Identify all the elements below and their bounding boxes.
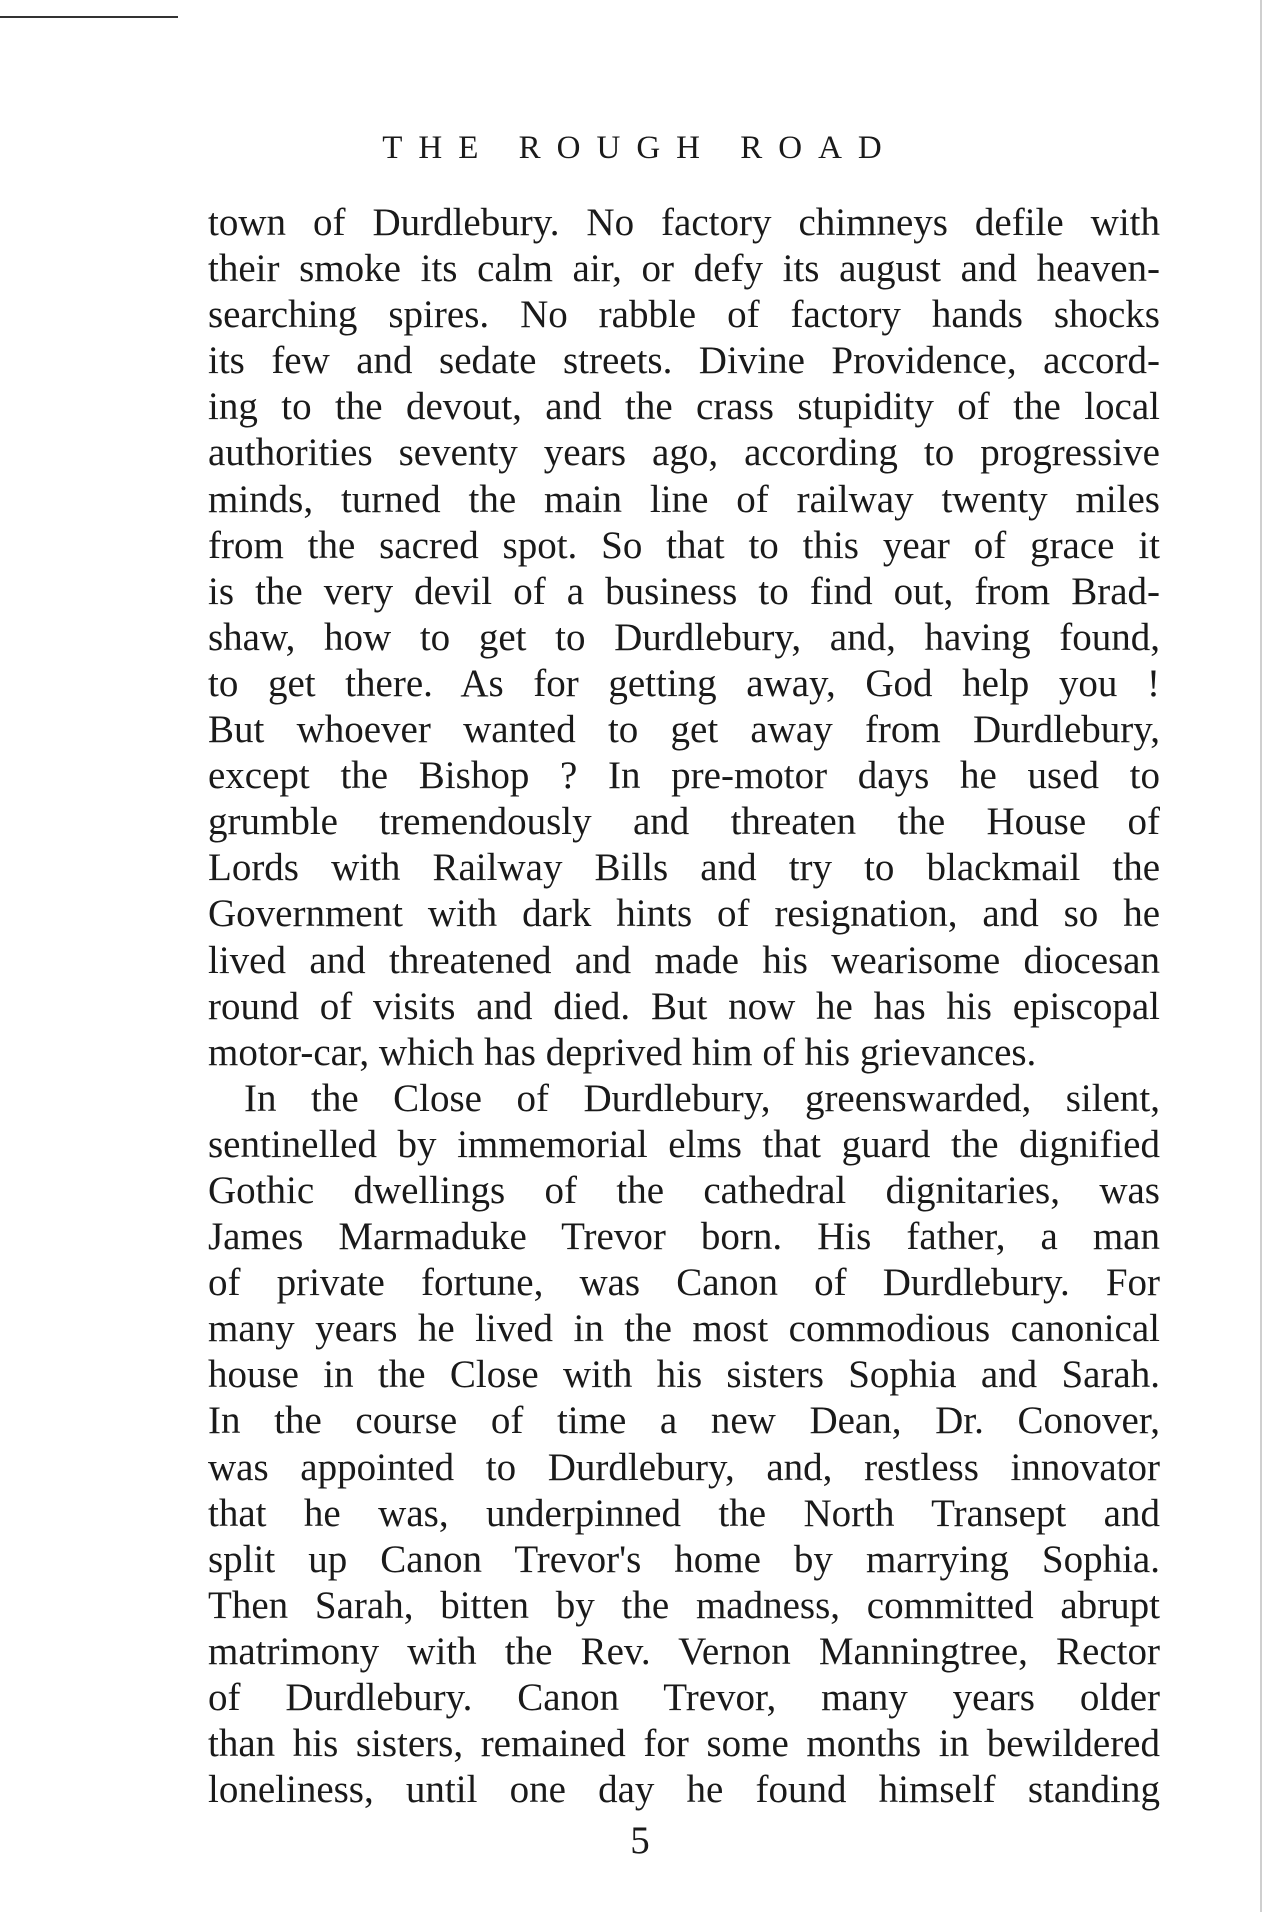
text-line: is the very devil of a business to find out, from Brad- <box>208 569 1160 613</box>
page-edge-line <box>1260 0 1262 1912</box>
text-line: except the Bishop ? In pre-motor days he used to <box>208 754 1160 798</box>
text-line: was appointed to Durdlebury, and, restless innovator <box>208 1445 1160 1489</box>
text-line: authorities seventy years ago, according to progressive <box>208 431 1160 475</box>
text-line: searching spires. No rabble of factory hands shocks <box>208 293 1160 337</box>
text-line: In the Close of Durdlebury, greenswarded, silent, <box>244 1076 1160 1120</box>
text-line: grumble tremendously and threaten the House of <box>208 800 1160 844</box>
text-line: that he was, underpinned the North Transept and <box>208 1491 1160 1535</box>
text-line: its few and sedate streets. Divine Providence, accord- <box>208 339 1160 383</box>
text-line: In the course of time a new Dean, Dr. Conover, <box>208 1399 1160 1443</box>
text-line: of Durdlebury. Canon Trevor, many years older <box>208 1676 1160 1719</box>
text-line: Government with dark hints of resignation, and so he <box>208 892 1160 936</box>
text-line: shaw, how to get to Durdlebury, and, having found, <box>208 615 1160 659</box>
text-line: ing to the devout, and the crass stupidity of the local <box>208 385 1160 429</box>
text-line: Lords with Railway Bills and try to blackmail the <box>208 846 1160 890</box>
text-line: many years he lived in the most commodious canonical <box>208 1307 1160 1351</box>
page-number: 5 <box>630 1819 650 1862</box>
text-line: James Marmaduke Trevor born. His father, a man <box>208 1215 1160 1259</box>
running-head: THE ROUGH ROAD <box>382 130 898 166</box>
text-line: motor-car, which has deprived him of his grievances. <box>208 1030 1037 1074</box>
text-line: from the sacred spot. So that to this year of grace it <box>208 523 1160 567</box>
text-line: town of Durdlebury. No factory chimneys defile with <box>208 201 1160 244</box>
text-line: sentinelled by immemorial elms that guard the dignified <box>208 1122 1160 1166</box>
text-line: loneliness, until one day he found himself standing <box>208 1768 1160 1812</box>
text-line: than his sisters, remained for some months in bewildered <box>208 1722 1160 1766</box>
text-line: lived and threatened and made his wearisome diocesan <box>208 938 1160 982</box>
text-line: round of visits and died. But now he has his episcopal <box>208 984 1160 1028</box>
text-line: their smoke its calm air, or defy its august and heaven- <box>208 247 1160 291</box>
text-line: Gothic dwellings of the cathedral dignitaries, was <box>208 1168 1160 1212</box>
text-line: minds, turned the main line of railway twenty miles <box>208 477 1160 521</box>
text-line: Then Sarah, bitten by the madness, committed abrupt <box>208 1583 1160 1627</box>
text-line: of private fortune, was Canon of Durdlebury. For <box>208 1261 1160 1305</box>
scan-artifact-rule <box>0 16 178 18</box>
text-line: to get there. As for getting away, God help you ! <box>208 661 1160 705</box>
text-line: But whoever wanted to get away from Durdlebury, <box>208 708 1160 752</box>
page-body <box>208 200 1160 1813</box>
text-line: matrimony with the Rev. Vernon Manningtree, Rector <box>208 1629 1160 1673</box>
text-line: house in the Close with his sisters Sophia and Sarah. <box>208 1353 1160 1397</box>
text-line: split up Canon Trevor's home by marrying Sophia. <box>208 1537 1160 1581</box>
